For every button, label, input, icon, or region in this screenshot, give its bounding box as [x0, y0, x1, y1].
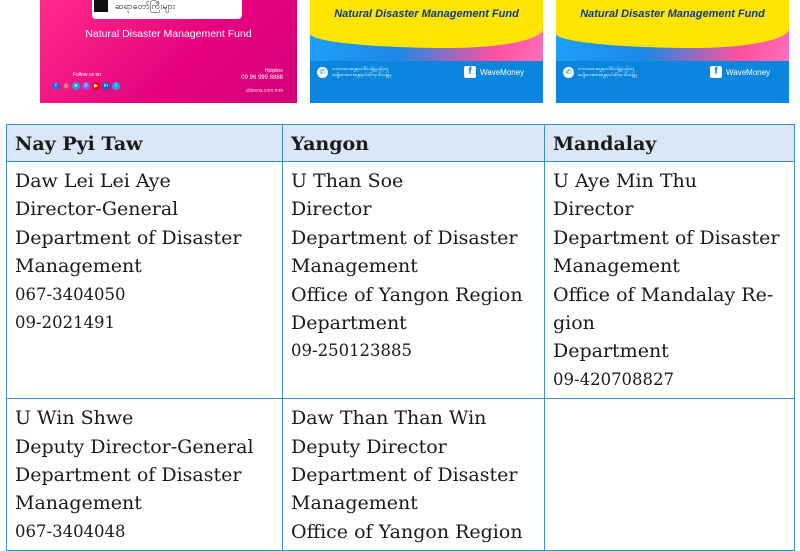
follow-us-label: Follow us on	[73, 72, 102, 78]
pink-banner-title: Natural Disaster Management Fund	[85, 28, 252, 40]
wave-banner-line: အမျိုးသားဘေးအန္တရာယ်ဆိုင်ရာ စီမံခန့်ခွဲမှု	[578, 72, 638, 77]
contact-title: Deputy Director	[291, 435, 447, 458]
wave-banner-title: Natural Disaster Management Fund	[580, 8, 765, 20]
column-header-yangon: Yangon	[283, 125, 545, 162]
phone-icon: ✆	[317, 67, 328, 78]
instagram-icon: ◎	[63, 83, 69, 89]
contact-cell	[545, 162, 795, 399]
table-row	[7, 399, 795, 551]
contact-department: Department of Disaster	[291, 226, 518, 249]
wave-brand-label: WaveMoney	[480, 68, 525, 77]
pink-fund-banner	[40, 0, 297, 103]
contact-department: Department of Disaster	[291, 464, 518, 487]
wave-brand-label: WaveMoney	[726, 68, 771, 77]
contact-phone: 09-420708827	[553, 369, 675, 389]
contact-office: Office of Yangon Region	[291, 283, 523, 306]
twitter-icon: t	[112, 82, 120, 90]
contact-phone: 09-2021491	[15, 313, 116, 333]
contact-title: Director-General	[15, 198, 179, 221]
contact-name: U Aye Min Thu	[553, 170, 697, 192]
contact-office: gion	[553, 312, 595, 335]
facebook-icon: f	[710, 66, 722, 78]
facebook-icon: f	[464, 66, 476, 78]
qr-code-icon	[94, 0, 108, 12]
phone-icon: ✆	[563, 67, 574, 78]
pink-banner-url: citizens.com.mm	[245, 88, 283, 94]
wave-banner-line: အမျိုးသားဘေးအန္တရာယ်ဆိုင်ရာ စီမံခန့်ခွဲမှု	[332, 72, 392, 77]
contact-title: Director	[553, 198, 634, 221]
contact-department: Management	[291, 255, 418, 278]
column-header-nay-pyi-taw: Nay Pyi Taw	[7, 125, 283, 162]
contact-office: Department	[291, 312, 407, 335]
viber-icon: ✆	[83, 83, 89, 89]
contact-title: Director	[291, 198, 372, 221]
wave-banner-line: သဘာဝဘေးအန္တရာယ်စီမံခန့်ခွဲမှုရန်ပုံငွေ	[332, 66, 389, 71]
contact-phone: 067-3404048	[15, 521, 126, 541]
telegram-icon: ➤	[73, 83, 79, 89]
column-header-mandalay: Mandalay	[545, 125, 795, 162]
contact-department: Department of Disaster	[15, 464, 242, 487]
contact-cell	[283, 162, 545, 399]
youtube-icon: ▶	[92, 82, 100, 90]
contact-name: U Win Shwe	[15, 407, 134, 430]
contact-office: Department	[553, 340, 669, 363]
contact-department: Management	[15, 492, 142, 515]
contact-department: Management	[15, 255, 142, 278]
contact-name: U Than Soe	[291, 170, 404, 192]
contact-cell	[7, 162, 283, 399]
wave-banner-text	[332, 66, 452, 78]
contact-office: Office of Yangon Region	[291, 520, 523, 543]
contact-phone: 067-3404050	[15, 284, 126, 304]
linkedin-icon: in	[102, 82, 110, 90]
table-row	[7, 162, 795, 399]
contacts-table	[6, 124, 795, 551]
table-header-row	[7, 125, 795, 162]
contact-title: Deputy Director-General	[15, 435, 254, 458]
qr-caption: ဆရာတော်ကြီးများ	[115, 1, 176, 11]
empty-cell	[545, 399, 795, 551]
contact-department: Management	[553, 255, 680, 278]
wave-banner-text	[578, 66, 698, 78]
wave-banner-title: Natural Disaster Management Fund	[334, 8, 519, 20]
contact-name: Daw Than Than Win	[291, 407, 487, 430]
contact-department: Department of Disaster	[553, 226, 780, 249]
contact-name: Daw Lei Lei Aye	[15, 170, 171, 192]
contact-cell	[283, 399, 545, 551]
wave-fund-banner-2	[556, 0, 789, 103]
facebook-icon: f	[52, 82, 60, 90]
contact-department: Management	[291, 492, 418, 515]
contact-cell	[7, 399, 283, 551]
contact-department: Department of Disaster	[15, 226, 242, 249]
contact-phone: 09-250123885	[291, 341, 413, 361]
helpline-label: Helpline	[264, 68, 283, 74]
helpline-number: 09 96 999 8888	[241, 75, 283, 81]
social-icons	[52, 82, 120, 90]
contact-office: Office of Mandalay Re-	[553, 283, 774, 306]
wave-banner-line: သဘာဝဘေးအန္တရာယ်စီမံခန့်ခွဲမှုရန်ပုံငွေ	[578, 66, 635, 71]
wave-fund-banner-1	[310, 0, 543, 103]
